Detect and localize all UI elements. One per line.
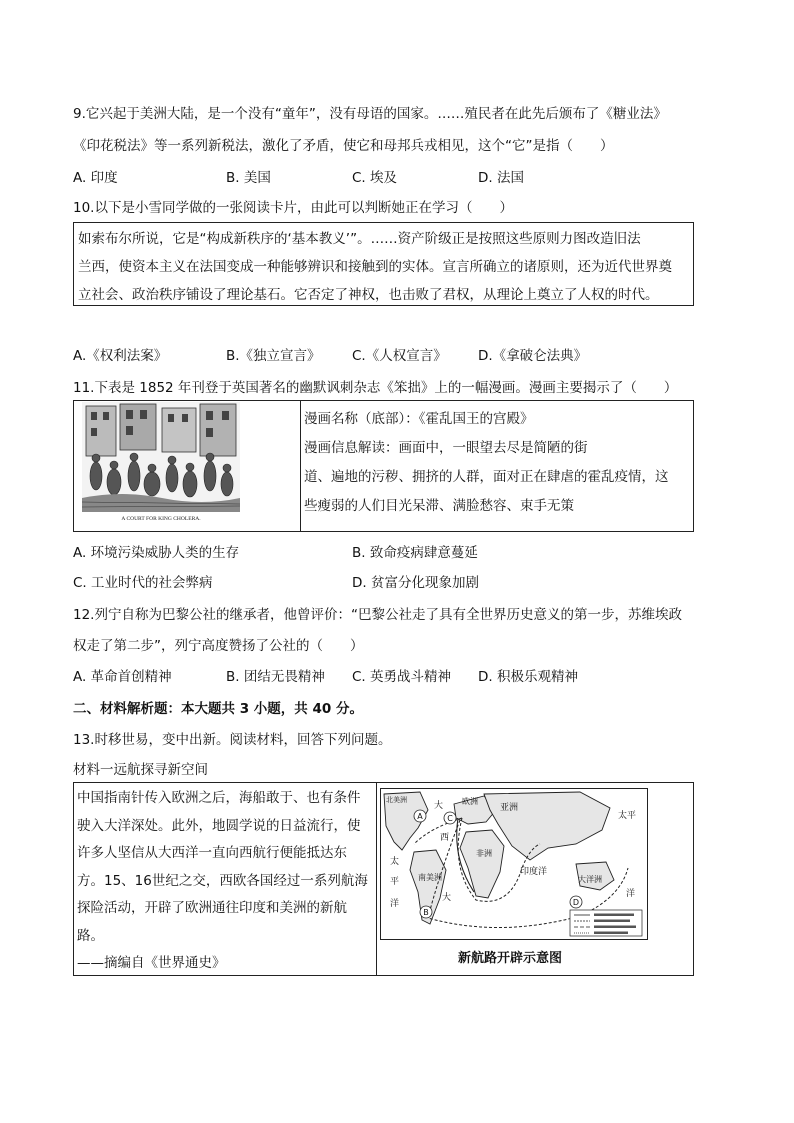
map-label-da: 大: [434, 801, 444, 811]
map-label-indian-ocean: 印度洋: [520, 867, 548, 877]
q10-card-line: 兰西，使资本主义在法国变成一种能够辨识和接触到的实体。宣言所确立的诸原则，还为近代世界奠: [78, 259, 672, 275]
q12-option-c[interactable]: C. 英勇战斗精神: [352, 669, 452, 685]
q11-table-text: [304, 405, 692, 521]
q11-option-d[interactable]: D. 贫富分化现象加剧: [352, 575, 479, 591]
q13-stem: 13.时移世易，变中出新。阅读材料，回答下列问题。: [73, 732, 392, 748]
q10-card-line: 如索布尔所说，它是“构成新秩序的‘基本教义’”。……资产阶级正是按照这些原则力图改造旧法: [78, 231, 641, 247]
route-a-label: A: [417, 812, 423, 821]
map-label-xi: 西: [440, 833, 450, 843]
q10-option-b[interactable]: B.《独立宣言》: [226, 348, 321, 364]
map-label-europe: 欧洲: [462, 797, 478, 806]
q13-material-title: 材料一远航探寻新空间: [73, 762, 208, 778]
q11-stem: 11.下表是 1852 年刊登于英国著名的幽默讽刺杂志《笨拙》上的一幅漫画。漫画主要揭示了（ ）: [73, 380, 678, 396]
q9-option-c[interactable]: C. 埃及: [352, 170, 398, 186]
cholera-cartoon-image: [82, 402, 240, 522]
q13-material-line: 中国指南针传入欧洲之后，海船敢于、也有条件: [77, 790, 361, 806]
q9-option-a[interactable]: A. 印度: [73, 170, 118, 186]
q10-reading-card: [73, 222, 694, 306]
map-label-south-america: 南美洲: [418, 873, 442, 882]
q11-option-b[interactable]: B. 致命疫病肆意蔓延: [352, 545, 478, 561]
q12-stem-line1: 12.列宁自称为巴黎公社的继承者，他曾评价：“巴黎公社走了具有全世界历史意义的第一步，苏维埃政: [73, 607, 682, 623]
map-label-asia: 亚洲: [500, 803, 519, 813]
q10-option-a[interactable]: A.《权利法案》: [73, 348, 168, 364]
q9-option-b[interactable]: B. 美国: [226, 170, 271, 186]
map-label-tai: 太: [390, 857, 400, 867]
route-d-label: D: [572, 898, 580, 907]
q11-table-line: 漫画名称（底部）：《霍乱国王的宫殿》: [304, 411, 534, 427]
q11-option-c[interactable]: C. 工业时代的社会弊病: [73, 575, 213, 591]
q11-option-a[interactable]: A. 环境污染威胁人类的生存: [73, 545, 240, 561]
map-label-ping: 平: [390, 877, 400, 887]
q13-material-line: 方。15、16世纪之交，西欧各国经过一系列航海: [77, 872, 368, 889]
q13-material-text: [77, 785, 373, 978]
q13-material-line: 许多人坚信从大西洋一直向西航行便能抵达东: [77, 845, 347, 861]
q9-option-d[interactable]: D. 法国: [478, 170, 524, 186]
q11-table-divider: [300, 401, 301, 531]
q10-card-line: 立社会、政治秩序铺设了理论基石。它否定了神权，也击败了君权，从理论上奠立了人权的时代。: [78, 287, 659, 303]
q9-stem-line2: 《印花税法》等一系列新税法，激化了矛盾，使它和母邦兵戎相见，这个“它”是指（ ）: [73, 138, 614, 154]
q9-stem-line1: 9.它兴起于美洲大陆，是一个没有“童年”，没有母语的国家。……殖民者在此先后颁布了《糖业法》: [73, 106, 667, 122]
q13-material-line: 探险活动，开辟了欧洲通往印度和美洲的新航: [77, 900, 347, 916]
q12-stem-line2: 权走了第二步”，列宁高度赞扬了公社的（ ）: [73, 638, 364, 654]
route-c-label: C: [447, 814, 453, 823]
q10-stem: 10.以下是小雪同学做的一张阅读卡片，由此可以判断她正在学习（ ）: [73, 200, 513, 216]
cartoon-caption: A COURT FOR KING CHOLERA.: [121, 516, 201, 522]
q12-option-d[interactable]: D. 积极乐观精神: [478, 669, 578, 685]
map-label-pacific-top: 太平: [618, 811, 637, 821]
q12-option-b[interactable]: B. 团结无畏精神: [226, 669, 325, 685]
map-label-yang: 洋: [626, 889, 636, 899]
route-b-label: B: [423, 908, 429, 917]
q10-option-d[interactable]: D.《拿破仑法典》: [478, 348, 588, 364]
q13-material-source: ——摘编自《世界通史》: [77, 955, 226, 971]
map-caption: 新航路开辟示意图: [458, 951, 563, 966]
q11-table-line: 些瘦弱的人们目光呆滞、满脸愁容、束手无策: [304, 498, 574, 514]
map-label-oceania: 大洋洲: [578, 875, 602, 884]
section2-heading: 二、材料解析题：本大题共 3 小题，共 40 分。: [73, 701, 363, 717]
map-label-yang2: 洋: [390, 899, 400, 909]
q10-option-c[interactable]: C.《人权宣言》: [352, 348, 447, 364]
q13-table-divider: [376, 783, 377, 975]
map-label-north-america: 北美洲: [386, 796, 407, 804]
q13-material-line: 驶入大洋深处。此外，地圆学说的日益流行，使: [77, 817, 361, 834]
map-label-africa: 非洲: [476, 849, 492, 858]
q11-table-line: 道、遍地的污秽、拥挤的人群，面对正在肆虐的霍乱疫情，这: [304, 469, 669, 485]
q11-table-line: 漫画信息解读：画面中，一眼望去尽是简陋的街: [304, 440, 588, 456]
map-label-da2: 大: [442, 893, 452, 903]
q12-option-a[interactable]: A. 革命首创精神: [73, 669, 172, 685]
q13-material-line: 路。: [77, 927, 104, 944]
new-sea-route-map: [380, 788, 648, 948]
